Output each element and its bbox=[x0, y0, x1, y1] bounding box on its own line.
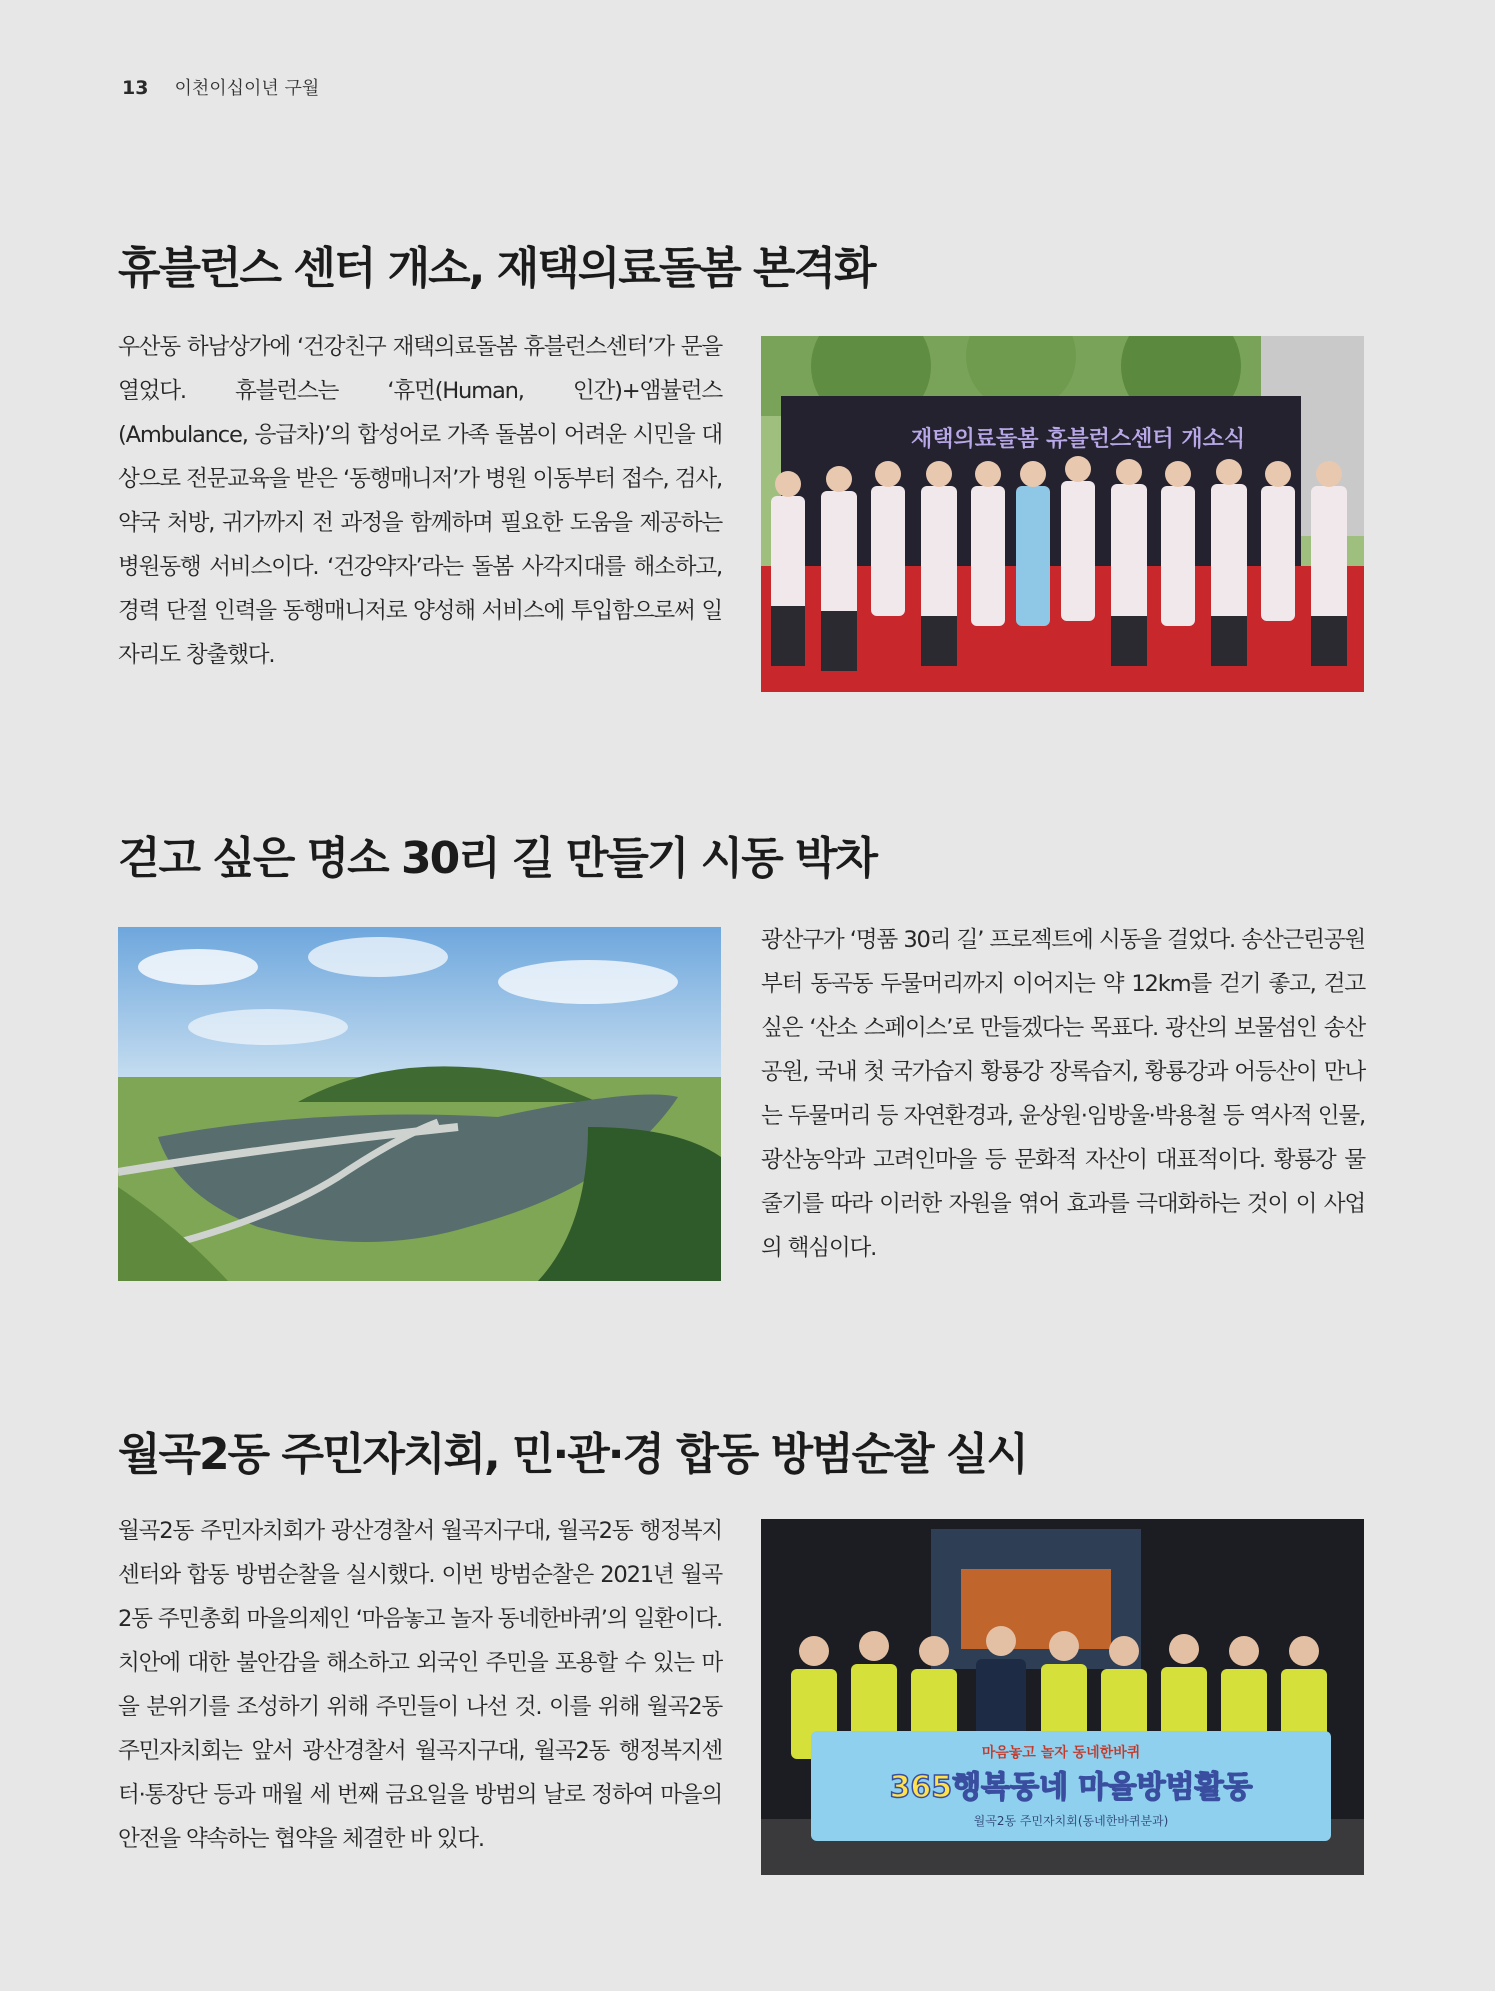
page-header bbox=[122, 74, 319, 100]
issue-title: 이천이십이년 구월 bbox=[174, 78, 320, 99]
article-3-body: 월곡2동 주민자치회가 광산경찰서 월곡지구대, 월곡2동 행정복지센터와 합동 방범순찰을 실시했다. 이번 방범순찰은 2021년 월곡2동 주민총회 마을의제인 ‘마음놓고 놀자 동네한바퀴’의 일환이다. 치안에 대한 불안감을 해소하고 외국인 주민을 포용할 수 있는 마을 분위기를 조성하기 위해 주민들이 나선 것. 이를 위해 월곡2동 주민자치회는 앞서 광산경찰서 월곡지구대, 월곡2동 행정복지센터·통장단 등과 매월 세 번째 금요일을 방범의 날로 정하여 마을의 안전을 약속하는 협약을 체결한 바 있다. bbox=[118, 1518, 722, 1852]
banner-bottom-text: 월곡2동 주민자치회(동네한바퀴분과) bbox=[973, 1814, 1169, 1828]
banner-main-text: 365행복동네 마을방범활동 bbox=[889, 1770, 1253, 1805]
page-number: 13 bbox=[122, 77, 149, 99]
article-1-headline: 휴블런스 센터 개소, 재택의료돌봄 본격화 bbox=[118, 243, 875, 294]
banner-sign-text: 재택의료돌봄 휴블런스센터 개소식 bbox=[911, 427, 1246, 452]
article-2-headline: 걷고 싶은 명소 30리 길 만들기 시동 박차 bbox=[118, 833, 877, 884]
article-3-headline: 월곡2동 주민자치회, 민·관·경 합동 방범순찰 실시 bbox=[118, 1429, 1027, 1480]
article-1-body: 우산동 하남상가에 ‘건강친구 재택의료돌봄 휴블런스센터’가 문을 열었다. 휴블런스는 ‘휴먼(Human, 인간)+앰뷸런스(Ambulance, 응급차)’의 합성어로 가족 돌봄이 어려운 시민을 대상으로 전문교육을 받은 ‘동행매니저’가 병원 이동부터 접수, 검사, 약국 처방, 귀가까지 전 과정을 함께하며 필요한 도움을 제공하는 병원동행 서비스이다. ‘건강약자’라는 돌봄 사각지대를 해소하고, 경력 단절 인력을 동행매니저로 양성해 서비스에 투입함으로써 일자리도 창출했다. bbox=[118, 334, 722, 668]
banner-top-text: 마음놓고 놀자 동네한바퀴 bbox=[981, 1745, 1141, 1761]
article-3-photo bbox=[761, 1519, 1364, 1875]
article-1-photo bbox=[761, 336, 1364, 692]
article-2-photo bbox=[118, 927, 721, 1281]
article-2-body: 광산구가 ‘명품 30리 길’ 프로젝트에 시동을 걸었다. 송산근린공원부터 동곡동 두물머리까지 이어지는 약 12km를 걷기 좋고, 걷고 싶은 ‘산소 스페이스’로 만들겠다는 목표다. 광산의 보물섬인 송산공원, 국내 첫 국가습지 황룡강 장록습지, 황룡강과 어등산이 만나는 두물머리 등 자연환경과, 윤상원·임방울·박용철 등 역사적 인물, 광산농악과 고려인마을 등 문화적 자산이 대표적이다. 황룡강 물줄기를 따라 이러한 자원을 엮어 효과를 극대화하는 것이 이 사업의 핵심이다. bbox=[761, 927, 1365, 1261]
